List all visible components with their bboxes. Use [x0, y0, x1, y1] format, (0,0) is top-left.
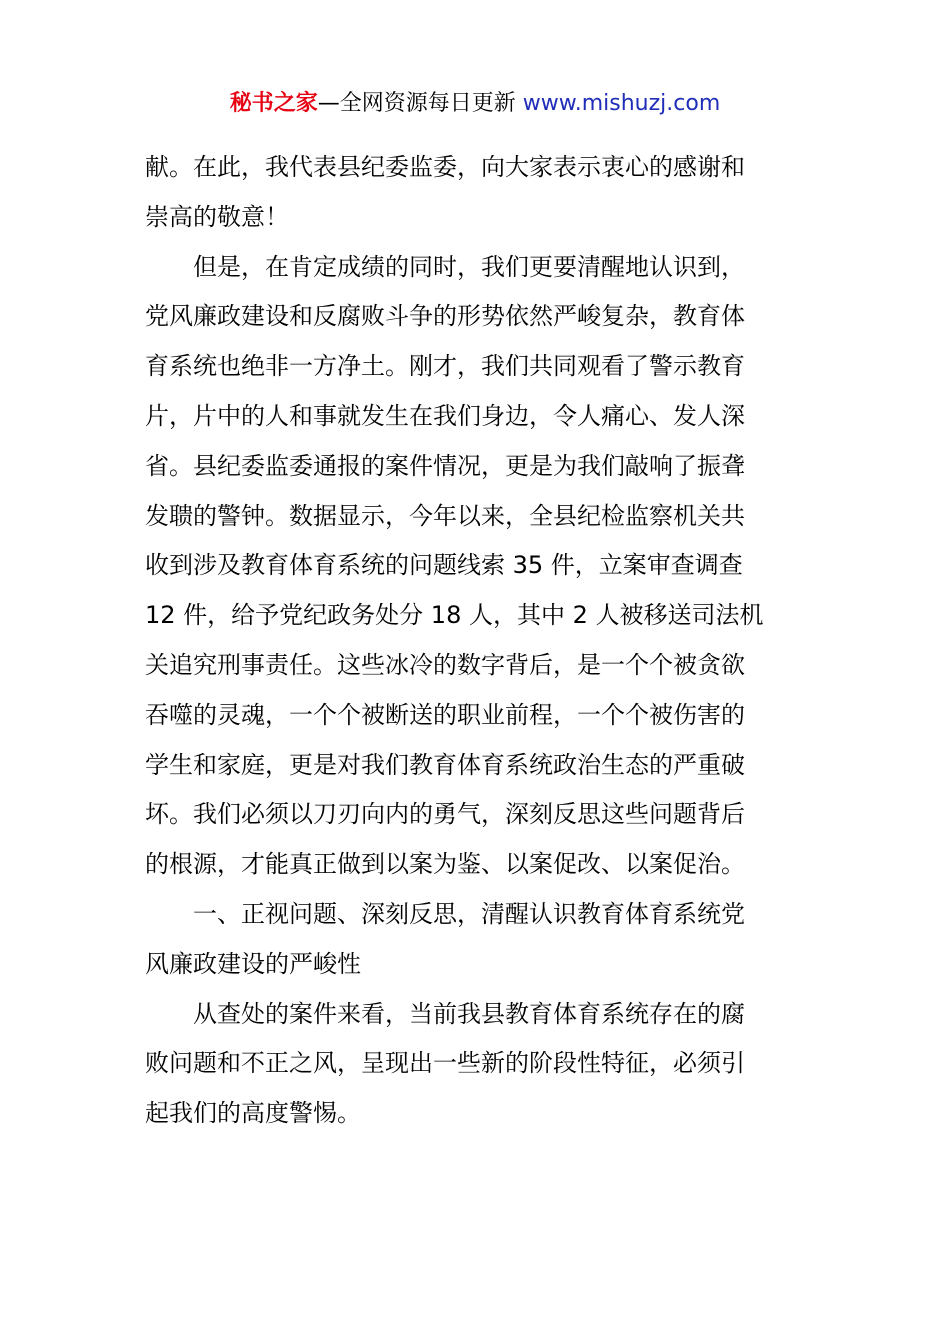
- text-line: 片，片中的人和事就发生在我们身边，令人痛心、发人深: [145, 401, 745, 430]
- text-line: 育系统也绝非一方净土。刚才，我们共同观看了警示教育: [145, 352, 745, 381]
- text-line: 收到涉及教育体育系统的问题线索 35 件，立案审查调查: [145, 551, 743, 580]
- page-header: [0, 88, 950, 120]
- text-line: 坏。我们必须以刀刃向内的勇气，深刻反思这些问题背后: [145, 800, 745, 829]
- text-line: 关追究刑事责任。这些冰冷的数字背后，是一个个被贪欲: [145, 650, 745, 679]
- text-line: 的根源，才能真正做到以案为鉴、以案促改、以案促治。: [145, 850, 745, 879]
- paragraph-start-line: 从查处的案件来看，当前我县教育体育系统存在的腐: [193, 999, 745, 1028]
- section-heading-line: 一、正视问题、深刻反思，清醒认识教育体育系统党: [193, 899, 745, 928]
- text-line: 发聩的警钟。数据显示，今年以来，全县纪检监察机关共: [145, 501, 745, 530]
- text-line: 党风廉政建设和反腐败斗争的形势依然严峻复杂，教育体: [145, 302, 745, 331]
- site-brand: 秘书之家: [229, 91, 318, 116]
- text-line: 吞噬的灵魂，一个个被断送的职业前程，一个个被伤害的: [145, 700, 745, 729]
- text-line: 献。在此，我代表县纪委监委，向大家表示衷心的感谢和: [145, 153, 745, 181]
- site-tagline: —全网资源每日更新: [317, 91, 523, 116]
- text-line: 败问题和不正之风，呈现出一些新的阶段性特征，必须引: [145, 1049, 745, 1078]
- text-line: 学生和家庭，更是对我们教育体育系统政治生态的严重破: [145, 750, 745, 779]
- site-url-link[interactable]: www.mishuzj.com: [522, 91, 721, 116]
- text-line: 崇高的敬意！: [145, 202, 289, 231]
- document-body: [145, 143, 809, 1139]
- text-line: 起我们的高度警惕。: [145, 1099, 361, 1128]
- section-heading-line: 风廉政建设的严峻性: [145, 949, 361, 978]
- text-line: 省。县纪委监委通报的案件情况，更是为我们敲响了振聋: [145, 451, 745, 480]
- paragraph-start-line: 但是，在肯定成绩的同时，我们更要清醒地认识到，: [193, 252, 745, 281]
- text-line: 12 件，给予党纪政务处分 18 人，其中 2 人被移送司法机: [145, 601, 764, 630]
